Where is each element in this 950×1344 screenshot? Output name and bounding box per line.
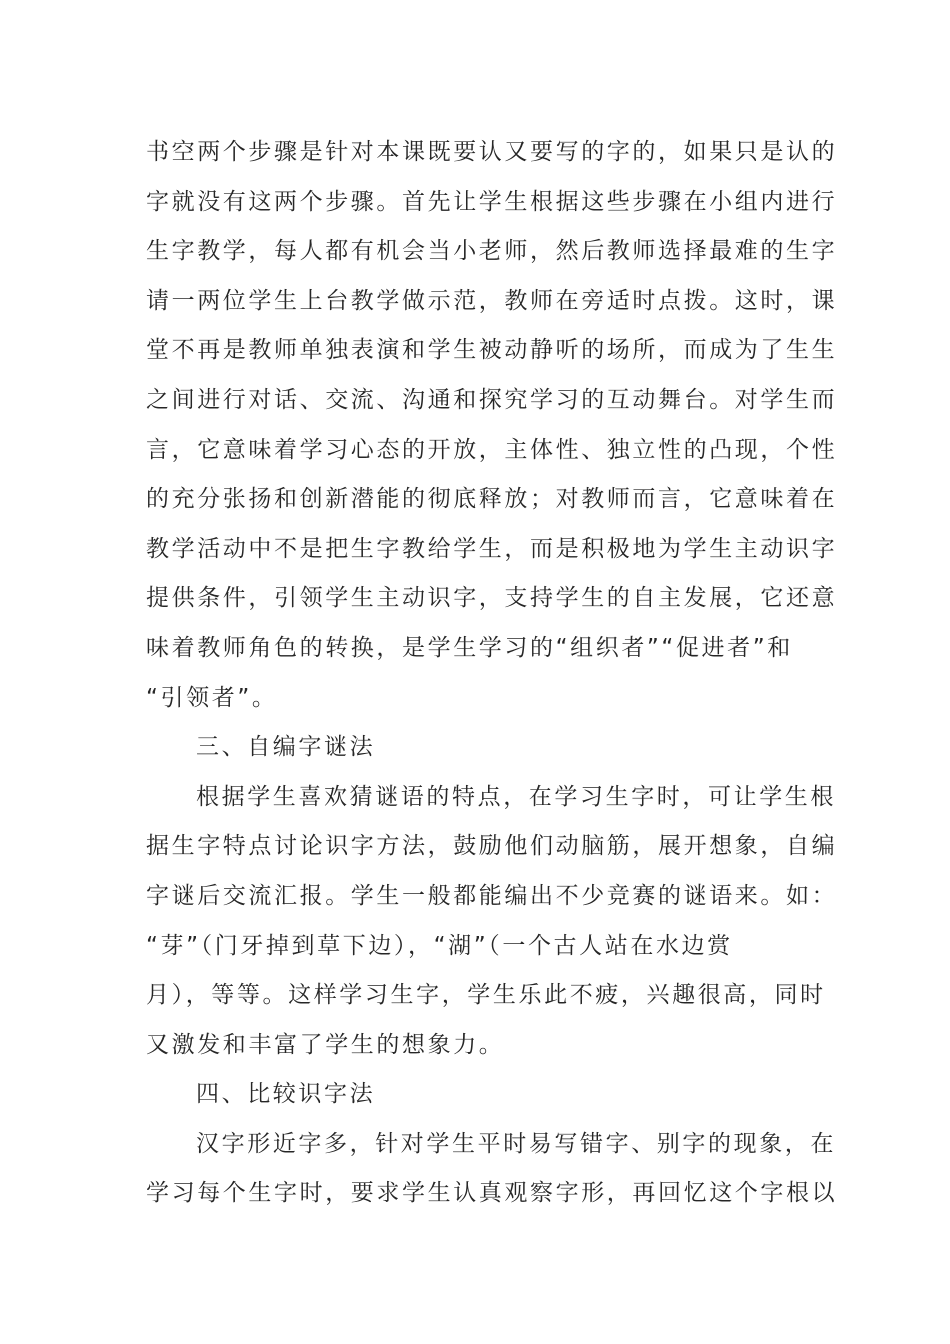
text-line: 月），等等。这样学习生字，学生乐此不疲，兴趣很高，同时 xyxy=(146,982,826,1009)
text-line: 据生字特点讨论识字方法，鼓励他们动脑筋，展开想象，自编 xyxy=(146,833,838,860)
text-line: 提供条件，引领学生主动识字，支持学生的自主发展，它还意 xyxy=(146,585,838,612)
section-heading: 三、自编字谜法 xyxy=(196,734,376,761)
text-line: “引领者”。 xyxy=(146,684,278,711)
text-line: 教学活动中不是把生字教给学生，而是积极地为学生主动识字 xyxy=(146,535,838,562)
text-line: 请一两位学生上台教学做示范，教师在旁适时点拨。这时，课 xyxy=(146,287,838,314)
text-line: “芽”（门牙掉到草下边），“湖”（一个古人站在水边赏 xyxy=(146,932,733,959)
text-line: 味着教师角色的转换，是学生学习的“组织者”“促进者”和 xyxy=(146,634,793,661)
document-body xyxy=(146,128,838,1219)
text-line: 字就没有这两个步骤。首先让学生根据这些步骤在小组内进行 xyxy=(146,188,838,215)
text-line: 根据学生喜欢猜谜语的特点，在学习生字时，可让学生根 xyxy=(196,783,836,810)
text-line: 之间进行对话、交流、沟通和探究学习的互动舞台。对学生而 xyxy=(146,386,838,413)
text-line: 书空两个步骤是针对本课既要认又要写的字的，如果只是认的 xyxy=(146,139,838,165)
text-line: 字谜后交流汇报。学生一般都能编出不少竞赛的谜语来。如： xyxy=(146,882,838,909)
text-line: 汉字形近字多，针对学生平时易写错字、别字的现象，在 xyxy=(196,1130,836,1157)
text-line: 堂不再是教师单独表演和学生被动静听的场所，而成为了生生 xyxy=(146,337,838,364)
text-line: 又激发和丰富了学生的想象力。 xyxy=(146,1031,505,1058)
section-heading: 四、比较识字法 xyxy=(196,1081,376,1108)
text-line: 的充分张扬和创新潜能的彻底释放；对教师而言，它意味着在 xyxy=(146,486,838,513)
text-line: 生字教学，每人都有机会当小老师，然后教师选择最难的生字 xyxy=(146,238,838,265)
text-line: 学习每个生字时，要求学生认真观察字形，再回忆这个字根以 xyxy=(146,1180,838,1207)
text-line: 言，它意味着学习心态的开放，主体性、独立性的凸现，个性 xyxy=(146,436,838,463)
